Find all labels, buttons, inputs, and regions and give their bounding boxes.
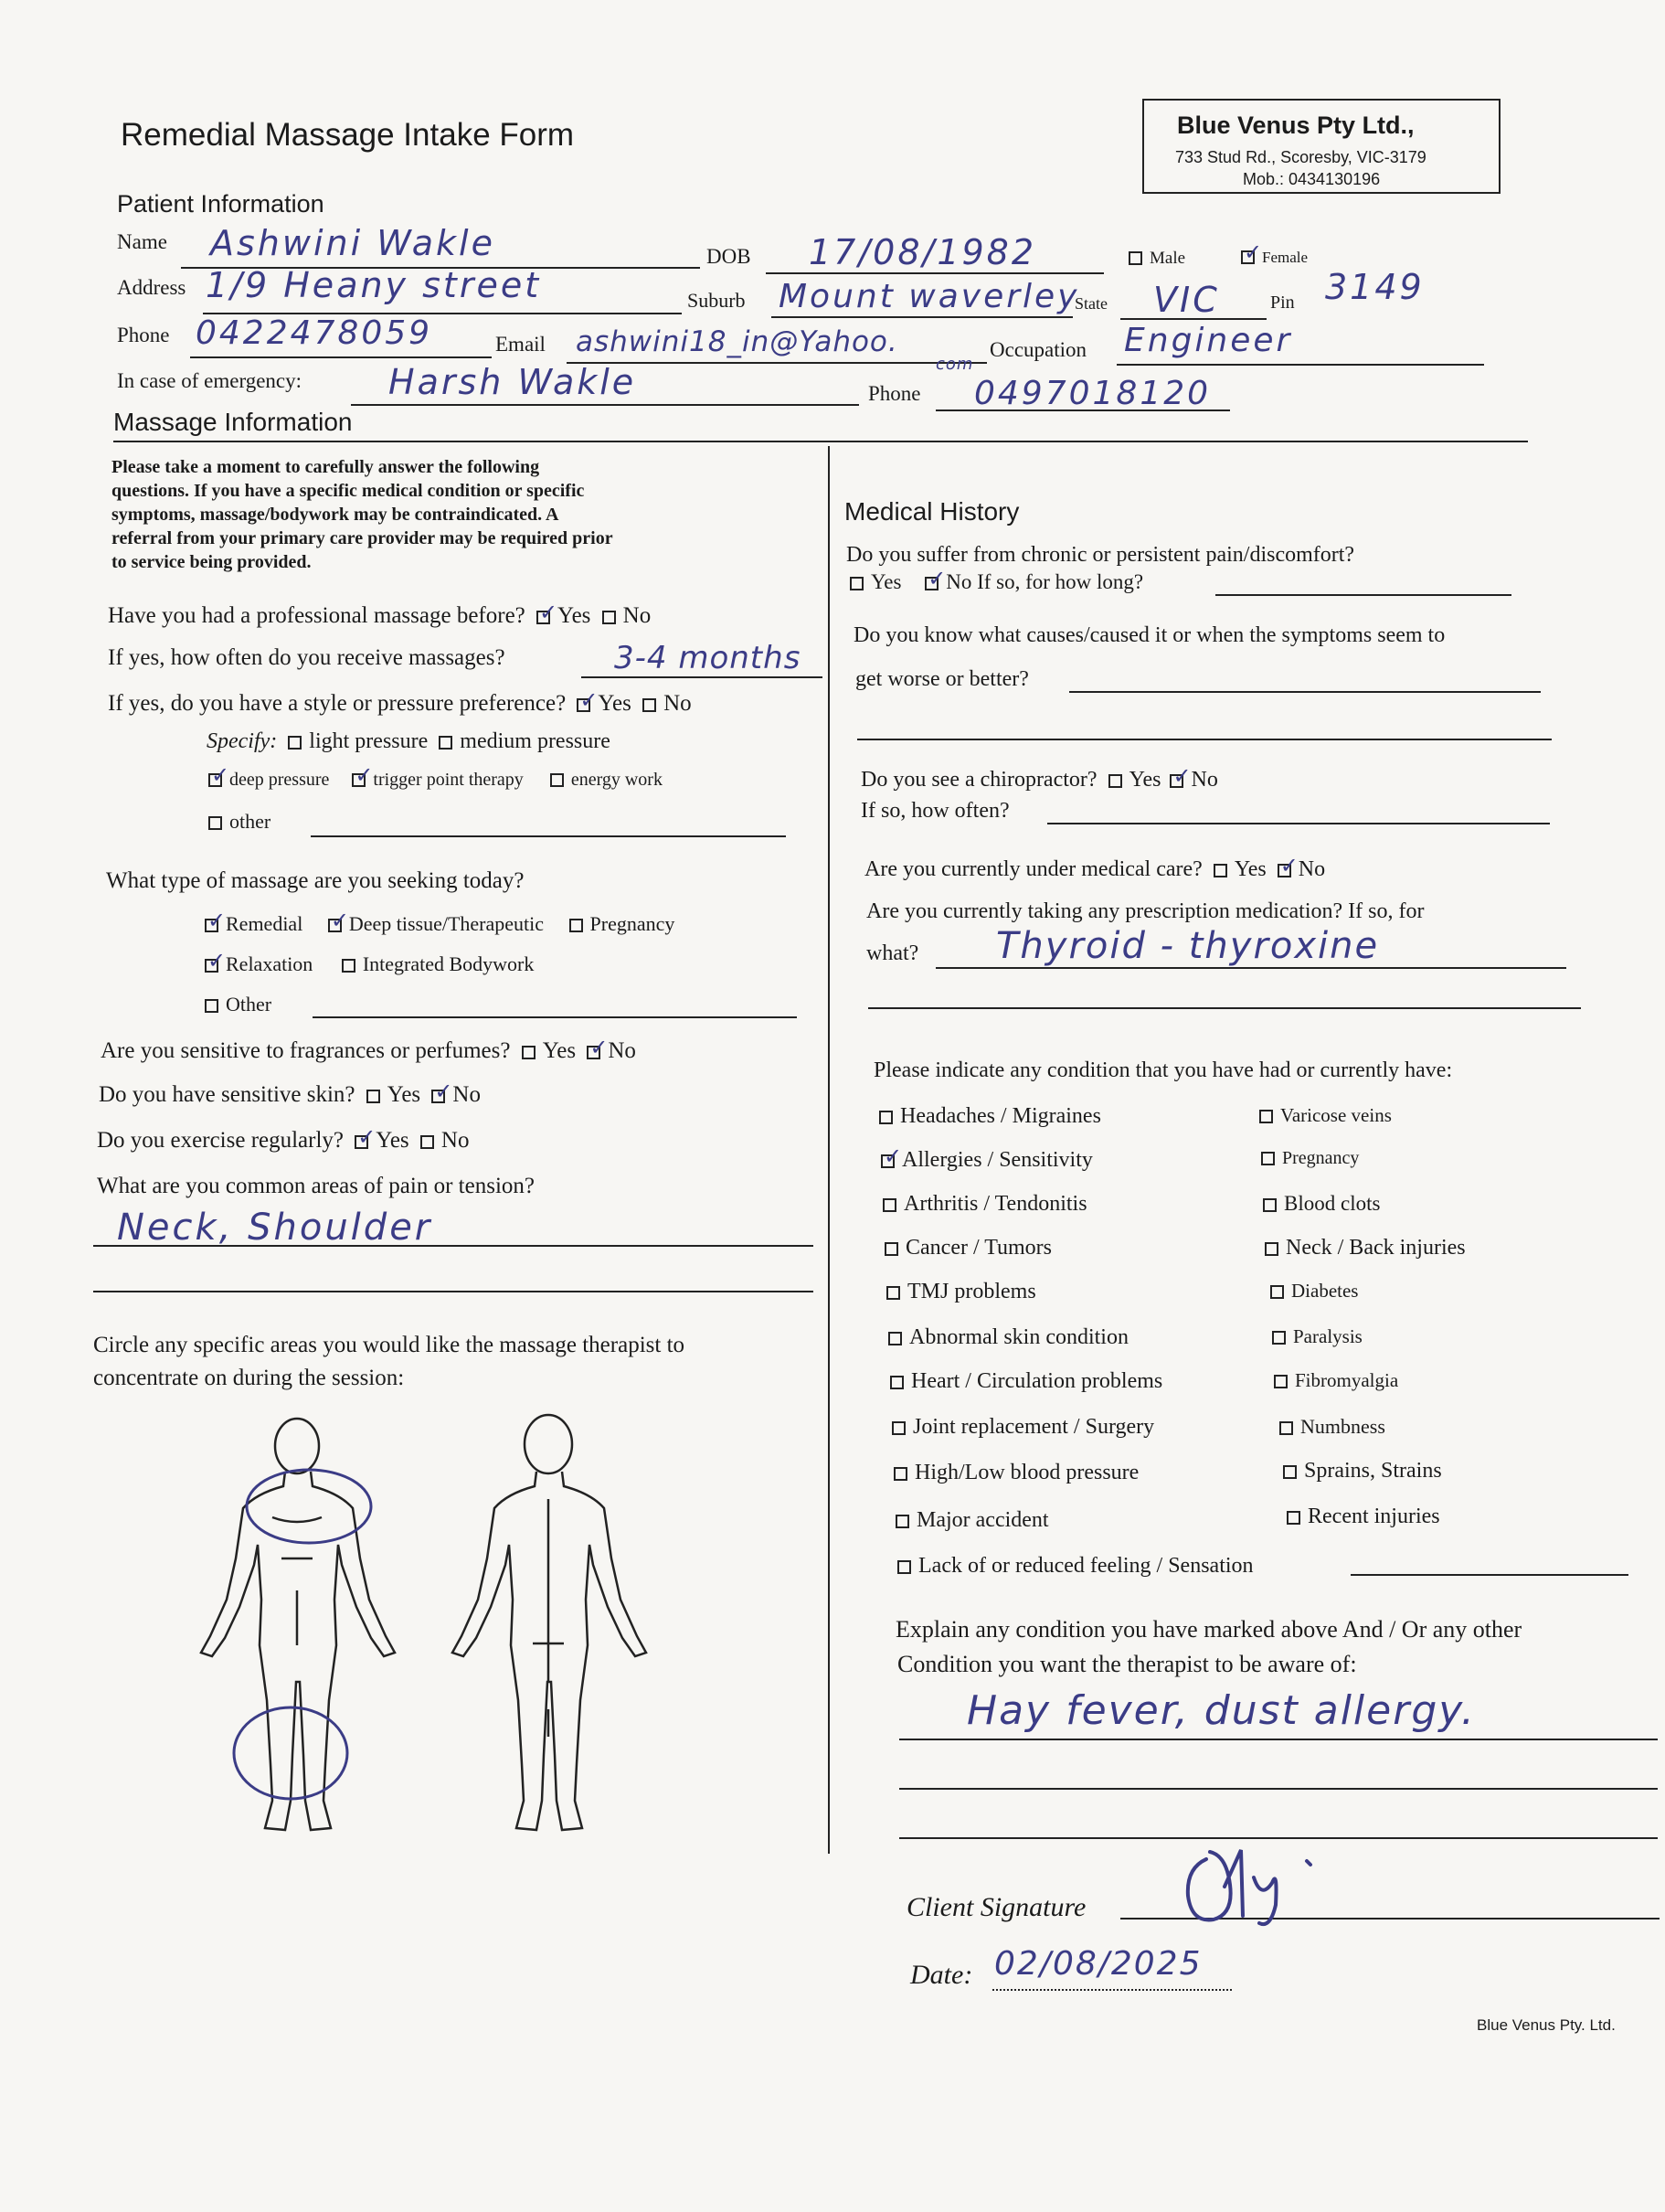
yes-label: Yes	[387, 1082, 421, 1107]
client-signature	[1170, 1832, 1334, 1932]
chiro-no-checkbox[interactable]	[1170, 774, 1183, 788]
pain-areas-field-line[interactable]	[93, 1245, 813, 1247]
phone-field-line[interactable]	[190, 356, 492, 358]
no-label: No	[440, 1128, 470, 1153]
massage-other-label: Other	[226, 993, 272, 1016]
condition-checkbox[interactable]	[890, 1376, 904, 1389]
no-label: No	[946, 570, 972, 593]
emergency-field-line[interactable]	[351, 404, 859, 406]
chronic-followup-text: If so, for how long?	[977, 570, 1144, 593]
massage-type-row-2	[205, 952, 534, 976]
condition-item[interactable]	[890, 1369, 1162, 1394]
company-box	[1142, 99, 1501, 194]
date-label: Date:	[910, 1960, 973, 1990]
condition-checkbox[interactable]	[888, 1332, 902, 1345]
condition-label: Sprains, Strains	[1304, 1459, 1442, 1483]
yes-label: Yes	[598, 691, 631, 716]
condition-checkbox[interactable]	[886, 1286, 900, 1300]
condition-label: Abnormal skin condition	[909, 1325, 1129, 1349]
medication-field-line[interactable]	[936, 967, 1566, 969]
condition-item[interactable]	[1272, 1325, 1363, 1348]
condition-item[interactable]	[1274, 1369, 1398, 1392]
massage-type-row-1	[205, 912, 674, 936]
no-label: No	[622, 603, 652, 628]
condition-label: High/Low blood pressure	[915, 1461, 1140, 1484]
q-fragrance-text: Are you sensitive to fragrances or perfumes?	[101, 1038, 511, 1063]
notice-line: symptoms, massage/bodywork may be contraindicated. A	[111, 505, 559, 525]
condition-item[interactable]	[892, 1415, 1154, 1440]
q-massage-before	[108, 603, 651, 629]
medication-value: Thyroid - thyroxine	[996, 925, 1380, 967]
body-diagram[interactable]	[183, 1408, 695, 1865]
company-mobile: Mob.: 0434130196	[1243, 170, 1381, 188]
male-label: Male	[1150, 249, 1186, 268]
condition-checkbox[interactable]	[885, 1242, 898, 1256]
relaxation-checkbox[interactable]	[205, 959, 218, 973]
emergency-phone-label: Phone	[868, 382, 921, 405]
condition-item[interactable]	[896, 1508, 1049, 1533]
massage-type-row-3	[205, 993, 271, 1016]
condition-checkbox[interactable]	[879, 1111, 893, 1124]
condition-item[interactable]	[1270, 1280, 1358, 1303]
state-value: VIC	[1153, 280, 1220, 320]
condition-item[interactable]	[1283, 1459, 1442, 1484]
emergency-phone-value: 0497018120	[974, 375, 1212, 412]
q-exercise	[97, 1128, 469, 1154]
yes-label: Yes	[1129, 768, 1161, 792]
pain-areas-field-line-2[interactable]	[93, 1291, 813, 1292]
care-yes-checkbox[interactable]	[1214, 864, 1227, 877]
male-checkbox[interactable]	[1129, 251, 1142, 265]
notice-line: questions. If you have a specific medical condition or specific	[111, 481, 585, 501]
energy-work-checkbox[interactable]	[550, 773, 564, 787]
medical-heading: Medical History	[844, 497, 1020, 526]
q-causes-2: get worse or better?	[855, 667, 1029, 691]
trigger-point-checkbox[interactable]	[352, 773, 366, 787]
condition-checkbox[interactable]	[1259, 1110, 1273, 1123]
condition-label: Blood clots	[1284, 1192, 1381, 1215]
condition-checkbox[interactable]	[896, 1515, 909, 1528]
no-label: No	[1191, 768, 1218, 792]
yes-label: Yes	[871, 570, 902, 593]
q-medication-2: what?	[866, 941, 919, 965]
fragrance-yes-checkbox[interactable]	[522, 1046, 536, 1059]
chiro-often-field-line[interactable]	[1047, 823, 1550, 824]
deep-tissue-label: Deep tissue/Therapeutic	[348, 912, 545, 935]
dob-label: DOB	[706, 245, 751, 268]
pressure-row-2	[208, 770, 663, 791]
style-yes-checkbox[interactable]	[577, 698, 590, 712]
fragrance-no-checkbox[interactable]	[587, 1046, 600, 1059]
condition-label: Arthritis / Tendonitis	[904, 1192, 1087, 1216]
name-label: Name	[117, 230, 167, 253]
condition-label: Allergies / Sensitivity	[902, 1148, 1093, 1172]
condition-item[interactable]	[1279, 1415, 1385, 1439]
conditions-prompt: Please indicate any condition that you have had or currently have:	[874, 1058, 1453, 1082]
condition-label: Heart / Circulation problems	[911, 1369, 1163, 1393]
pregnancy-massage-checkbox[interactable]	[569, 919, 583, 932]
explain-field-line[interactable]	[899, 1739, 1658, 1740]
condition-label: Major accident	[917, 1508, 1049, 1532]
chiro-yes-checkbox[interactable]	[1108, 774, 1122, 788]
condition-label: Pregnancy	[1282, 1148, 1360, 1168]
condition-label: Paralysis	[1293, 1325, 1363, 1347]
q-massage-before-text: Have you had a professional massage before?	[108, 603, 525, 628]
condition-checkbox[interactable]	[1279, 1421, 1293, 1435]
condition-label: Neck / Back injuries	[1286, 1236, 1466, 1260]
suburb-value: Mount waverley	[779, 278, 1080, 315]
condition-checkbox[interactable]	[1265, 1242, 1278, 1256]
exercise-no-checkbox[interactable]	[420, 1135, 434, 1149]
dob-value: 17/08/1982	[809, 232, 1037, 272]
condition-checkbox[interactable]	[1274, 1375, 1288, 1388]
chronic-no-checkbox[interactable]	[925, 577, 939, 590]
signature-label: Client Signature	[907, 1892, 1087, 1922]
footer-company: Blue Venus Pty. Ltd.	[1477, 2016, 1616, 2034]
circle-instruction: Circle any specific areas you would like the massage therapist to	[93, 1333, 685, 1357]
condition-checkbox[interactable]	[897, 1560, 911, 1574]
form-title: Remedial Massage Intake Form	[121, 117, 575, 153]
condition-checkbox[interactable]	[894, 1467, 907, 1481]
condition-item[interactable]	[897, 1554, 1254, 1579]
condition-item[interactable]	[1263, 1192, 1380, 1216]
emergency-label: In case of emergency:	[117, 369, 302, 392]
causes-field-line-2[interactable]	[857, 739, 1552, 740]
q-chiro-often: If so, how often?	[861, 799, 1010, 823]
no-label: No	[663, 691, 692, 716]
q-medical-care-text: Are you currently under medical care?	[864, 857, 1203, 881]
skin-yes-checkbox[interactable]	[366, 1090, 380, 1103]
pain-areas-value: Neck, Shoulder	[117, 1207, 433, 1249]
condition-checkbox[interactable]	[1261, 1152, 1275, 1165]
condition-label: Fibromyalgia	[1295, 1369, 1399, 1391]
pressure-other-checkbox[interactable]	[208, 816, 222, 830]
occupation-field-line[interactable]	[1117, 364, 1484, 366]
occupation-label: Occupation	[990, 338, 1087, 361]
name-value: Ashwini Wakle	[210, 223, 495, 263]
causes-field-line[interactable]	[1069, 691, 1541, 693]
medium-pressure-label: medium pressure	[460, 729, 610, 753]
female-option[interactable]	[1241, 249, 1308, 267]
condition-label: Diabetes	[1291, 1280, 1359, 1302]
condition-item[interactable]	[885, 1236, 1052, 1260]
q-causes: Do you know what causes/caused it or when the symptoms seem to	[854, 623, 1446, 647]
condition-checkbox[interactable]	[1270, 1285, 1284, 1299]
q-style-text: If yes, do you have a style or pressure preference?	[108, 691, 567, 716]
condition-item[interactable]	[1259, 1104, 1392, 1127]
column-divider	[828, 446, 830, 1854]
massage-notice	[111, 455, 613, 574]
pressure-specify-row	[207, 729, 610, 754]
condition-label: Cancer / Tumors	[906, 1236, 1053, 1260]
pressure-other-field-line[interactable]	[311, 835, 786, 837]
pressure-other-row	[208, 810, 270, 834]
no-label: No	[608, 1038, 636, 1063]
integrated-bodywork-label: Integrated Bodywork	[362, 952, 535, 975]
notice-line: to service being provided.	[111, 552, 312, 572]
skin-no-checkbox[interactable]	[431, 1090, 445, 1103]
trigger-point-label: trigger point therapy	[373, 770, 524, 790]
remedial-label: Remedial	[226, 912, 303, 935]
medication-field-line-2[interactable]	[868, 1007, 1581, 1009]
explain-value: Hay fever, dust allergy.	[967, 1687, 1476, 1734]
q-medication: Are you currently taking any prescription medication? If so, for	[866, 899, 1425, 923]
email-value: ashwini18_in@Yahoo.	[576, 325, 898, 358]
email-label: Email	[495, 333, 546, 356]
condition-item[interactable]	[888, 1325, 1129, 1350]
q-massage-type: What type of massage are you seeking today?	[106, 868, 525, 893]
care-no-checkbox[interactable]	[1278, 864, 1291, 877]
condition-item[interactable]	[1265, 1236, 1466, 1260]
deep-pressure-checkbox[interactable]	[208, 773, 222, 787]
how-often-field-line[interactable]	[581, 676, 822, 678]
medium-pressure-checkbox[interactable]	[439, 736, 452, 750]
condition-checkbox[interactable]	[881, 1154, 895, 1168]
condition-checkbox[interactable]	[1263, 1198, 1277, 1212]
condition-label: TMJ problems	[907, 1280, 1036, 1303]
condition-label: Headaches / Migraines	[900, 1104, 1101, 1128]
section-divider	[113, 441, 1528, 442]
phone-value: 0422478059	[196, 314, 433, 352]
exercise-yes-checkbox[interactable]	[355, 1135, 368, 1149]
pregnancy-massage-label: Pregnancy	[589, 912, 675, 935]
massage-other-field-line[interactable]	[313, 1016, 797, 1018]
yes-label: Yes	[376, 1128, 409, 1153]
condition-item[interactable]	[886, 1280, 1036, 1304]
condition-checkbox[interactable]	[1283, 1465, 1297, 1479]
explain-field-line-2[interactable]	[899, 1788, 1658, 1790]
q-how-often: If yes, how often do you receive massages?	[108, 645, 505, 670]
occupation-value: Engineer	[1124, 322, 1293, 359]
female-label: Female	[1262, 249, 1309, 266]
style-no-checkbox[interactable]	[642, 698, 656, 712]
condition-item[interactable]	[1261, 1148, 1359, 1169]
integrated-bodywork-checkbox[interactable]	[342, 959, 355, 973]
yes-label: Yes	[557, 603, 591, 628]
date-field-line[interactable]	[992, 1989, 1232, 1991]
massage-before-no-checkbox[interactable]	[602, 611, 616, 624]
condition-label: Numbness	[1300, 1415, 1385, 1438]
address-value: 1/9 Heany street	[206, 265, 542, 305]
q-medical-care	[864, 857, 1325, 882]
dob-field-line[interactable]	[766, 272, 1104, 274]
condition-item[interactable]	[1287, 1505, 1440, 1529]
q-exercise-text: Do you exercise regularly?	[97, 1128, 345, 1153]
remedial-checkbox[interactable]	[205, 919, 218, 932]
condition-item[interactable]	[883, 1192, 1087, 1217]
condition-label: Recent injuries	[1308, 1505, 1440, 1528]
sensation-field-line[interactable]	[1351, 1574, 1628, 1576]
no-label: No	[1298, 857, 1326, 881]
notice-line: Please take a moment to carefully answer the following	[111, 457, 540, 477]
date-value: 02/08/2025	[994, 1945, 1203, 1983]
condition-checkbox[interactable]	[1287, 1511, 1300, 1525]
explain-prompt: Explain any condition you have marked above And / Or any other	[896, 1616, 1522, 1643]
condition-checkbox[interactable]	[1272, 1331, 1286, 1345]
yes-label: Yes	[1234, 857, 1267, 881]
light-pressure-label: light pressure	[309, 729, 429, 753]
condition-checkbox[interactable]	[892, 1421, 906, 1435]
pressure-other-label: other	[229, 810, 271, 833]
deep-tissue-checkbox[interactable]	[328, 919, 342, 932]
condition-item[interactable]	[881, 1148, 1093, 1173]
specify-label: Specify:	[207, 729, 278, 753]
light-pressure-checkbox[interactable]	[288, 736, 302, 750]
female-checkbox[interactable]	[1241, 250, 1255, 264]
q-pain-areas: What are you common areas of pain or tension?	[97, 1174, 535, 1198]
male-option[interactable]	[1129, 249, 1185, 269]
massage-before-yes-checkbox[interactable]	[536, 611, 550, 624]
condition-item[interactable]	[894, 1461, 1139, 1485]
q-chiropractor-text: Do you see a chiropractor?	[861, 768, 1098, 792]
company-address: 733 Stud Rd., Scoresby, VIC-3179	[1175, 148, 1426, 166]
explain-prompt-2: Condition you want the therapist to be aware of:	[897, 1651, 1357, 1677]
pin-label: Pin	[1270, 292, 1295, 313]
pin-value: 3149	[1325, 267, 1425, 307]
how-often-value: 3-4 months	[614, 640, 801, 676]
email-suffix: com	[936, 355, 974, 374]
yes-label: Yes	[542, 1038, 577, 1063]
no-label: No	[452, 1082, 481, 1107]
state-label: State	[1075, 294, 1108, 313]
q-sensitive-skin	[99, 1082, 481, 1108]
condition-label: Lack of or reduced feeling / Sensation	[918, 1554, 1254, 1578]
chronic-duration-field-line[interactable]	[1215, 594, 1511, 596]
emergency-value: Harsh Wakle	[388, 362, 637, 402]
condition-item[interactable]	[879, 1104, 1101, 1129]
energy-work-label: energy work	[570, 770, 663, 790]
massage-heading: Massage Information	[113, 408, 353, 436]
q-chronic-pain: Do you suffer from chronic or persistent pain/discomfort?	[846, 543, 1355, 567]
condition-label: Varicose veins	[1280, 1104, 1392, 1126]
suburb-label: Suburb	[687, 289, 746, 312]
suburb-field-line[interactable]	[771, 316, 1073, 318]
address-label: Address	[117, 276, 186, 299]
relaxation-label: Relaxation	[226, 952, 313, 975]
q-chiropractor	[861, 768, 1218, 792]
q-fragrance	[101, 1038, 636, 1064]
chronic-yes-checkbox[interactable]	[850, 577, 864, 590]
notice-line: referral from your primary care provider may be required prior	[111, 528, 613, 548]
deep-pressure-label: deep pressure	[229, 770, 330, 790]
circle-instruction-2: concentrate on during the session:	[93, 1366, 405, 1390]
chronic-answer-row	[850, 570, 1143, 594]
q-style	[108, 691, 692, 717]
front-body-figure[interactable]	[201, 1419, 395, 1830]
massage-other-checkbox[interactable]	[205, 999, 218, 1013]
patient-heading: Patient Information	[117, 190, 324, 218]
back-body-figure[interactable]	[452, 1415, 646, 1830]
q-sensitive-skin-text: Do you have sensitive skin?	[99, 1082, 355, 1107]
condition-checkbox[interactable]	[883, 1198, 896, 1212]
phone-label: Phone	[117, 324, 170, 346]
company-name: Blue Venus Pty Ltd.,	[1177, 112, 1415, 139]
condition-label: Joint replacement / Surgery	[913, 1415, 1155, 1439]
